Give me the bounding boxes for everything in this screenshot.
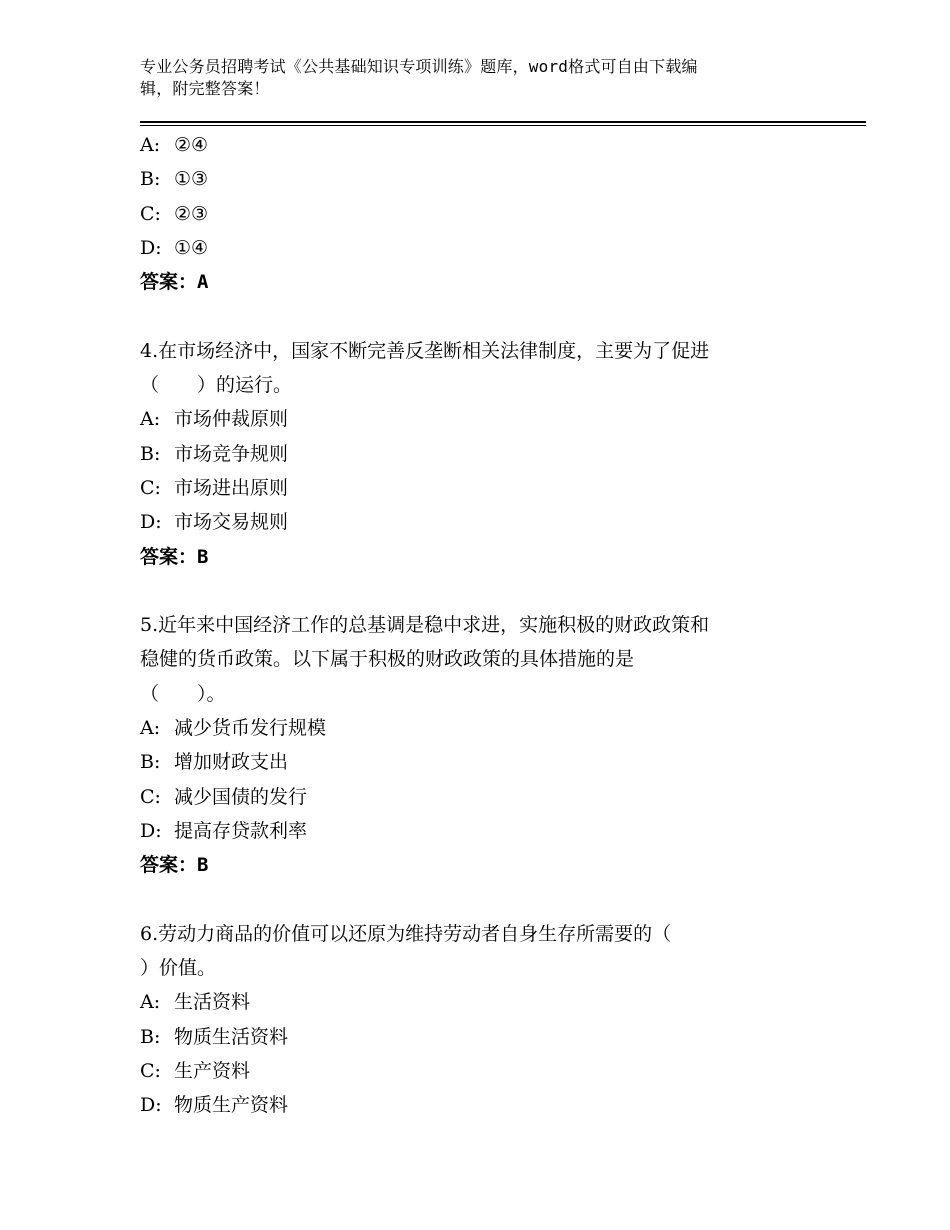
option-c: C: ②③ — [140, 202, 209, 225]
spacer — [140, 883, 800, 917]
question-4-stem-line-2: （ ）的运行。 — [140, 374, 293, 397]
header-rule-thick — [140, 121, 866, 123]
question-4-answer: 答案：B — [140, 545, 209, 568]
question-5-stem-line-1: 5.近年来中国经济工作的总基调是稳中求进，实施积极的财政政策和 — [140, 614, 710, 637]
header-line-2: 辑，附完整答案！ — [140, 79, 270, 98]
question-6-stem-line-2: ）价值。 — [140, 957, 217, 980]
spacer — [140, 574, 800, 608]
question-content — [140, 128, 800, 1123]
option-a: A: 市场仲裁原则 — [140, 408, 289, 431]
option-c: C: 市场进出原则 — [140, 476, 289, 499]
option-b: B: 增加财政支出 — [140, 751, 289, 774]
question-3-options — [140, 128, 800, 265]
question-5-stem-line-2: 稳健的货币政策。以下属于积极的财政政策的具体措施的是 — [140, 648, 635, 671]
option-d: D: 物质生产资料 — [140, 1094, 289, 1117]
question-5-options — [140, 711, 800, 848]
option-a: A: 减少货币发行规模 — [140, 717, 327, 740]
question-6-options — [140, 985, 800, 1122]
option-b: B: ①③ — [140, 168, 209, 191]
option-b: B: 物质生活资料 — [140, 1025, 289, 1048]
option-c: C: 减少国债的发行 — [140, 785, 308, 808]
option-a: A: ②④ — [140, 134, 209, 156]
question-5-answer: 答案：B — [140, 854, 209, 877]
option-c: C: 生产资料 — [140, 1060, 251, 1083]
question-6-stem-line-1: 6.劳动力商品的价值可以还原为维持劳动者自身生存所需要的（ — [140, 922, 672, 945]
spacer — [140, 299, 800, 333]
question-4-options — [140, 402, 800, 539]
header-rule-thin — [140, 125, 866, 126]
question-4-stem-line-1: 4.在市场经济中，国家不断完善反垄断相关法律制度，主要为了促进 — [140, 339, 710, 362]
option-d: D: ①④ — [140, 236, 209, 259]
header-line-1: 专业公务员招聘考试《公共基础知识专项训练》题库，word格式可自由下载编 — [140, 57, 698, 76]
question-5-stem-line-3: （ ）。 — [140, 682, 226, 705]
option-b: B: 市场竞争规则 — [140, 442, 289, 465]
option-d: D: 提高存贷款利率 — [140, 819, 308, 842]
question-3-answer: 答案：A — [140, 271, 209, 294]
option-d: D: 市场交易规则 — [140, 511, 289, 534]
document-header — [140, 56, 790, 100]
option-a: A: 生活资料 — [140, 991, 251, 1014]
